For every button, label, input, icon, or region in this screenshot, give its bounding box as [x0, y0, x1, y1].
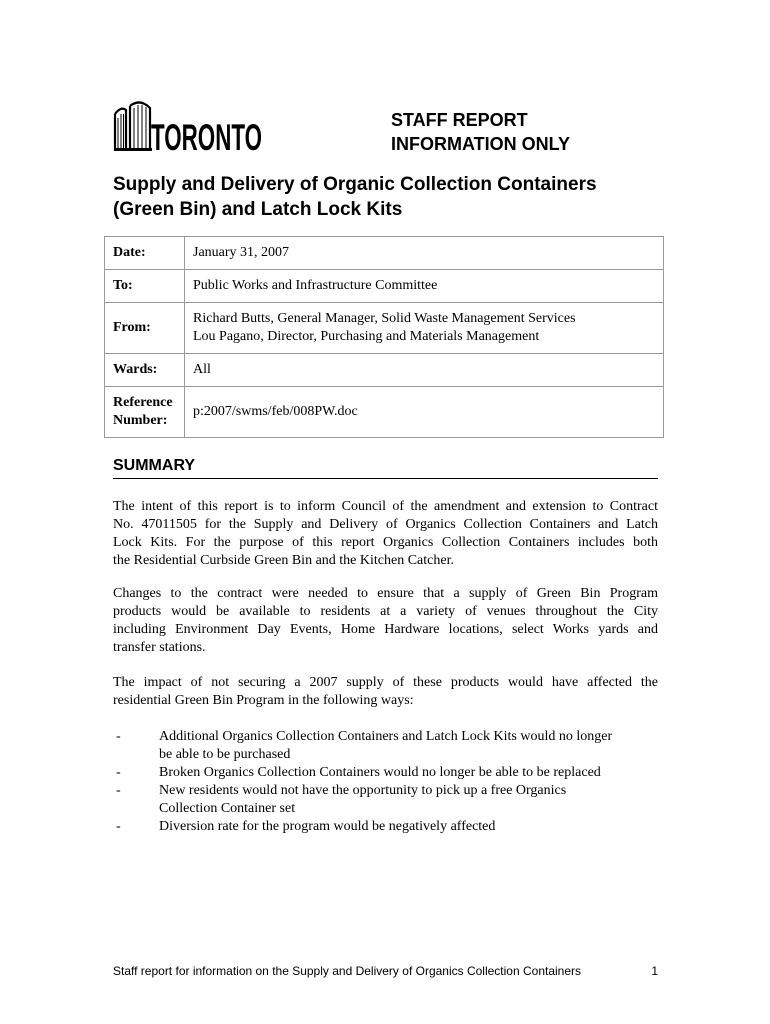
report-title — [113, 172, 673, 222]
list-item-line: be able to be purchased — [159, 747, 291, 762]
list-item — [113, 818, 658, 836]
to-label: To: — [105, 270, 185, 303]
wards-row — [105, 354, 664, 387]
city-hall-icon — [112, 100, 264, 156]
list-item-line: Diversion rate for the program would be negatively affected — [159, 819, 496, 834]
reference-label — [105, 387, 185, 438]
list-item — [113, 764, 658, 782]
from-value — [185, 303, 664, 354]
bullet-marker: - — [116, 729, 121, 744]
report-type-line2: INFORMATION ONLY — [391, 134, 570, 154]
bullet-marker: - — [116, 819, 121, 834]
to-row — [105, 270, 664, 303]
paragraph-line: Changes to the contract were needed to ensure that a supply of Green Bin Program — [113, 586, 658, 601]
date-label: Date: — [105, 237, 185, 270]
paragraph-line: Lock Kits. For the purpose of this report Organics Collection Containers includes both — [113, 535, 658, 550]
date-row — [105, 237, 664, 270]
summary-paragraph-1 — [113, 498, 658, 570]
date-value: January 31, 2007 — [185, 237, 664, 270]
list-item-line: Broken Organics Collection Containers would no longer be able to be replaced — [159, 765, 601, 780]
paragraph-line: products would be available to residents at a variety of venues throughout the City — [113, 604, 658, 619]
summary-heading: SUMMARY — [113, 456, 658, 479]
reference-label-line2: Number: — [113, 413, 168, 428]
footer-text: Staff report for information on the Supply and Delivery of Organics Collection Containers — [113, 964, 582, 978]
paragraph-line: residential Green Bin Program in the following ways: — [113, 693, 414, 708]
wards-value: All — [185, 354, 664, 387]
summary-paragraph-2 — [113, 585, 658, 657]
page-number: 1 — [651, 964, 658, 978]
paragraph-line: transfer stations. — [113, 640, 206, 655]
paragraph-line: The intent of this report is to inform Council of the amendment and extension to Contract — [113, 499, 658, 514]
list-item-line: Additional Organics Collection Containers and Latch Lock Kits would no longer — [159, 729, 613, 744]
impact-list — [113, 728, 658, 836]
report-title-line1: Supply and Delivery of Organic Collection Containers — [113, 174, 597, 195]
from-value-line1: Richard Butts, General Manager, Solid Waste Management Services — [193, 311, 576, 326]
bullet-marker: - — [116, 765, 121, 780]
from-label: From: — [105, 303, 185, 354]
list-item — [113, 728, 658, 764]
reference-row — [105, 387, 664, 438]
from-value-line2: Lou Pagano, Director, Purchasing and Materials Management — [193, 329, 540, 344]
reference-value: p:2007/swms/feb/008PW.doc — [185, 387, 664, 438]
from-row — [105, 303, 664, 354]
paragraph-line: No. 47011505 for the Supply and Delivery of Organics Collection Containers and Latch — [113, 517, 658, 532]
report-meta-table — [104, 236, 664, 438]
report-type — [391, 108, 570, 156]
list-item-line: Collection Container set — [159, 801, 296, 816]
summary-paragraph-3 — [113, 674, 658, 710]
toronto-logo — [112, 100, 264, 156]
list-item-line: New residents would not have the opportunity to pick up a free Organics — [159, 783, 567, 798]
wards-label: Wards: — [105, 354, 185, 387]
to-value: Public Works and Infrastructure Committee — [185, 270, 664, 303]
report-title-line2: (Green Bin) and Latch Lock Kits — [113, 199, 403, 220]
reference-label-line1: Reference — [113, 395, 173, 410]
paragraph-line: the Residential Curbside Green Bin and the Kitchen Catcher. — [113, 553, 454, 568]
list-item — [113, 782, 658, 818]
paragraph-line: The impact of not securing a 2007 supply of these products would have affected the — [113, 675, 658, 690]
logo-wordmark: TORONTO — [151, 117, 262, 158]
report-type-line1: STAFF REPORT — [391, 110, 528, 130]
paragraph-line: including Environment Day Events, Home Hardware locations, select Works yards and — [113, 622, 658, 637]
bullet-marker: - — [116, 783, 121, 798]
